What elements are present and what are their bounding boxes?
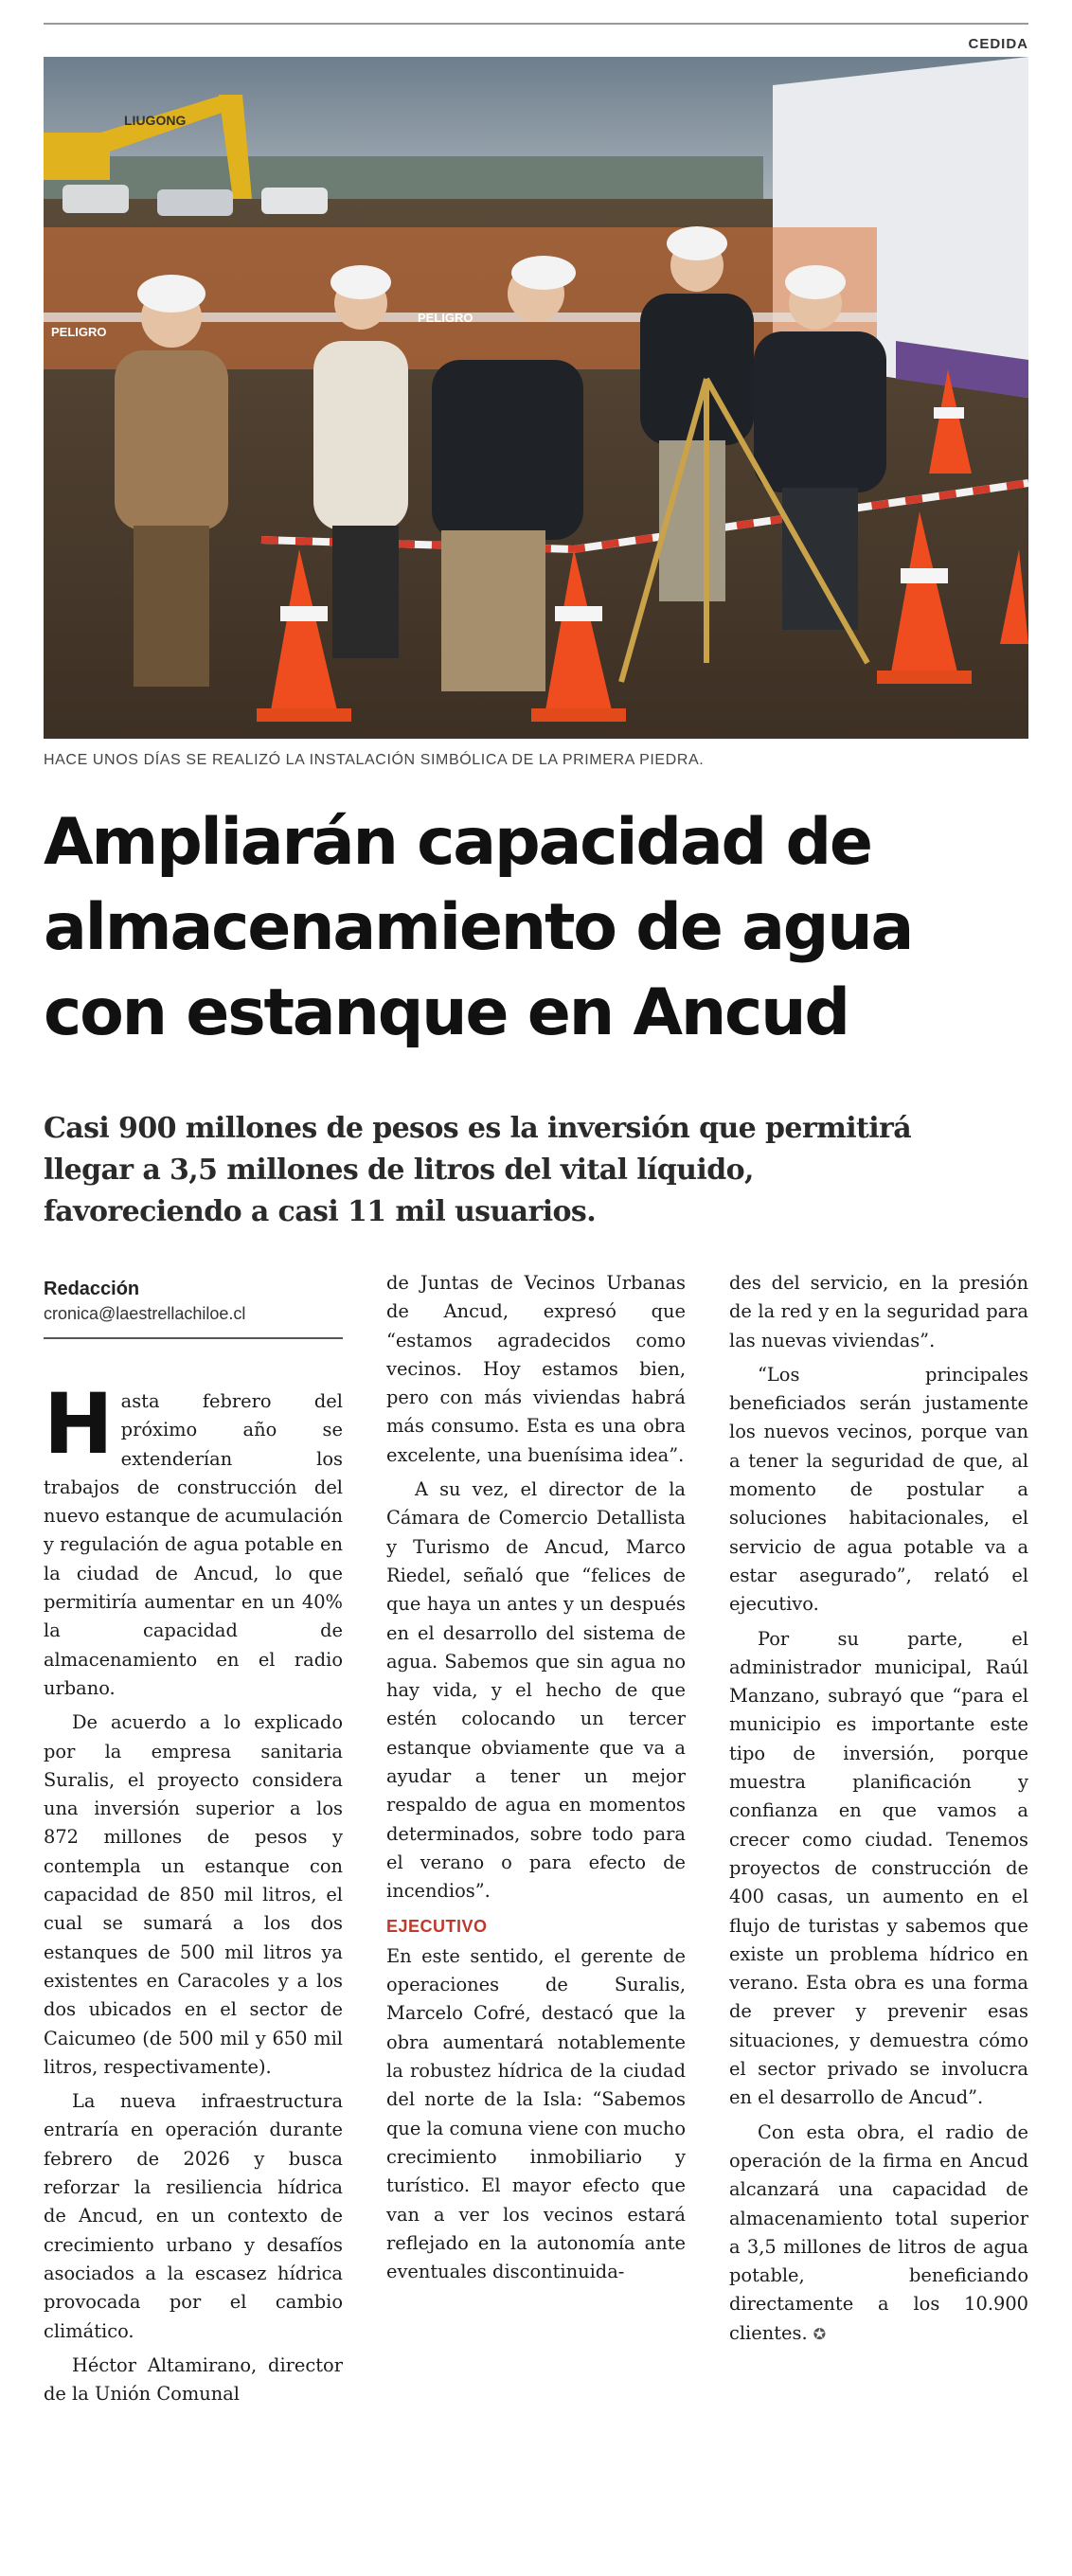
paragraph: Por su parte, el administrador municipal, Raúl Manzano, subrayó que “para el municipio es importante este tipo de inversión, porque muestra planificación y confianza en que vamos a crecer como ciudad. Tenemos proyectos de construcción de 400 casas, un aumento en el flujo de turistas y sabemos que existe un problema hídrico en verano. Esta obra es una forma de prever y prevenir esas situaciones, y demuestra cómo el sector privado se involucra en el desarrollo de Ancud”. (729, 1627, 1028, 2109)
paragraph-text: asta febrero del próximo año se extenderían los trabajos de construcción del nuevo estanque de acumulación y regulación de agua potable en la ciudad de Ancud, lo que permitiría aumentar en un 40% la capacidad de almacenamiento en el radio urbano. (44, 1390, 343, 1699)
paragraph: En este sentido, el gerente de operaciones de Suralis, Marcelo Cofré, destacó que la obra aumentará notablemente la robustez hídrica de la ciudad del norte de la Isla: “Sabemos que la comuna viene con mucho crecimiento inmobiliario y turístico. El mayor efecto que van a ver los vecinos estará reflejado en la autonomía ante eventuales discontinuida- (386, 1944, 686, 2283)
end-mark-icon: ✪ (813, 2324, 827, 2343)
article-subheadline (44, 1108, 1028, 1233)
paragraph: de Juntas de Vecinos Urbanas de Ancud, expresó que “estamos agradecidos como vecinos. Hoy estamos bien, pero con más viviendas habrá más consumo. Esta es una obra excelente, una buenísima idea”. (386, 1272, 686, 1466)
byline-author: Redacción (44, 1279, 140, 1299)
article-column-1 (44, 1375, 343, 2414)
svg-text:PELIGRO: PELIGRO (51, 325, 107, 339)
article-headline (44, 800, 1028, 1056)
headline-line: con estanque en Ancud (44, 975, 849, 1050)
article-photo (44, 57, 1028, 739)
article-column-3 (729, 1269, 1028, 2354)
headline-line: almacenamiento de agua (44, 890, 913, 965)
paragraph-text: Con esta obra, el radio de operación de la firma en Ancud alcanzará una capacidad de almacenamiento total superior a 3,5 millones de litros de agua potable, beneficiando directamente a los 10.900 clientes. (729, 2120, 1028, 2344)
headline-line: Ampliarán capacidad de (44, 805, 871, 880)
subhead-line: Casi 900 millones de pesos es la inversión que permitirá (44, 1112, 912, 1145)
subhead-line: llegar a 3,5 millones de litros del vital líquido, (44, 1154, 754, 1187)
paragraph: A su vez, el director de la Cámara de Comercio Detallista y Turismo de Ancud, Marco Riedel, señaló que “felices de que haya un antes y un después en el desarrollo del sistema de agua. Sabemos que sin agua no hay vida, y el hecho de que estén colocando un tercer estanque obviamente que va a ayudar a tener un mejor respaldo de agua en momentos determinados, sobre todo para el verano o para efecto de incendios”. (386, 1478, 686, 1903)
car (63, 185, 129, 213)
paragraph: Héctor Altamirano, director de la Unión Comunal (44, 2353, 343, 2406)
photo-caption: HACE UNOS DÍAS SE REALIZÓ LA INSTALACIÓN SIMBÓLICA DE LA PRIMERA PIEDRA. (44, 752, 705, 768)
article-column-2 (386, 1269, 686, 2292)
drop-cap: H (44, 1375, 114, 1473)
top-rule (44, 23, 1028, 25)
svg-text:PELIGRO: PELIGRO (418, 311, 473, 325)
paragraph: De acuerdo a lo explicado por la empresa sanitaria Suralis, el proyecto considera una inversión superior a los 872 millones de pesos y contempla un estanque con capacidad de 850 mil litros, el cual se sumará a los dos estanques de 500 mil litros ya existentes en Caracoles y a los dos ubicados en el sector de Caicumeo (de 500 mil y 650 mil litros, respectivamente). (44, 1711, 343, 2078)
paragraph: “Los principales beneficiados serán justamente los nuevos vecinos, porque van a tener la seguridad de que, al momento de postular a soluciones habitacionales, el servicio de agua potable va a estar asegurado”, relató el ejecutivo. (729, 1363, 1028, 1616)
construction-site-illustration (44, 57, 1028, 739)
section-heading: EJECUTIVO (386, 1916, 488, 1936)
paragraph (729, 2119, 1028, 2349)
paragraph: La nueva infraestructura entraría en operación durante febrero de 2026 y busca reforzar la resiliencia hídrica de Ancud, en un contexto de crecimiento urbano y desafíos asociados a la escasez hídrica provocada por el cambio climático. (44, 2090, 343, 2342)
svg-text:LIUGONG: LIUGONG (124, 113, 187, 128)
byline (44, 1279, 343, 1339)
paragraph (44, 1375, 343, 1703)
photo-credit: CEDIDA (968, 36, 1028, 52)
car (261, 188, 328, 214)
byline-divider (44, 1337, 343, 1339)
subhead-line: favoreciendo a casi 11 mil usuarios. (44, 1195, 597, 1228)
newspaper-page (44, 0, 1028, 2576)
byline-email[interactable]: cronica@laestrellachiloe.cl (44, 1304, 246, 1323)
car (157, 189, 233, 216)
paragraph: des del servicio, en la presión de la red y en la seguridad para las nuevas viviendas”. (729, 1272, 1028, 1351)
